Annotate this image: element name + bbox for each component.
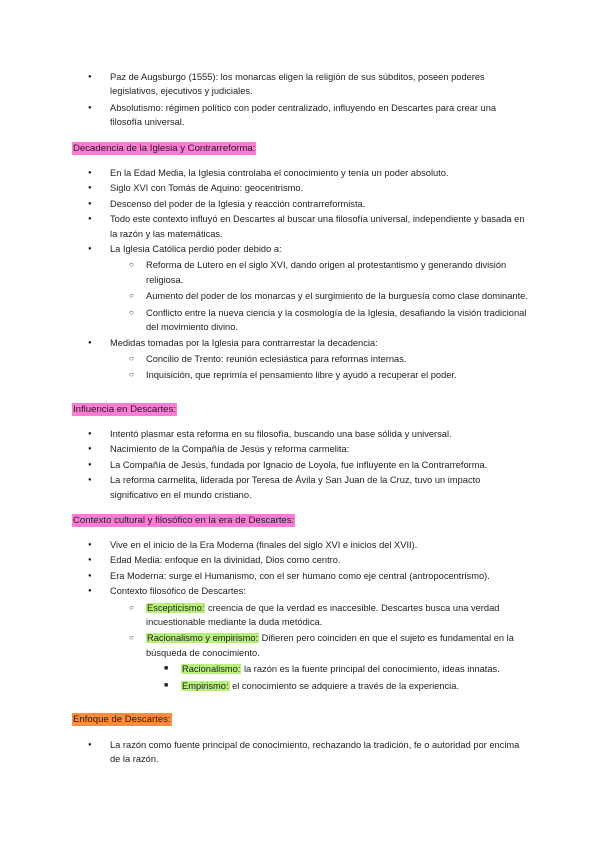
highlight-escepticismo: Escepticismo:	[147, 602, 205, 613]
sub-list-item: ○ Concilio de Trento: reunión eclesiástica para reformas internas.	[0, 352, 530, 366]
list-item: ● Todo este contexto influyó en Descartes al buscar una filosofía universal, independiente y basada en la razón y las matemáticas.	[0, 212, 530, 241]
enfoque-list	[0, 738, 600, 767]
highlight-racionalismo: Racionalismo:	[182, 664, 241, 675]
sub-list-item-racionalismo-empirismo	[0, 631, 530, 660]
list-item: ● Vive en el inicio de la Era Moderna (finales del siglo XVI e inicios del XVII).	[0, 538, 530, 552]
highlight-racionalismo-empirismo: Racionalismo y empirismo:	[147, 633, 259, 644]
section-heading-contexto: Contexto cultural y filosófico en la era de Descartes:	[73, 515, 295, 526]
list-item: ● Intentó plasmar esta reforma en su filosofía, buscando una base sólida y universal.	[0, 427, 530, 441]
list-item: ● La razón como fuente principal de conocimiento, rechazando la tradición, fe o autoridad por encima de la razón.	[0, 738, 530, 767]
sub-list-item: ○ Aumento del poder de los monarcas y el surgimiento de la burguesía como clase dominante.	[0, 289, 530, 303]
empirismo-text: el conocimiento se adquiere a través de la experiencia.	[229, 680, 459, 691]
list-item: ● La Iglesia Católica perdió poder debido a:	[0, 242, 530, 256]
list-item: ● Contexto filosófico de Descartes:	[0, 584, 530, 598]
racionalismo-empirismo-text: Difieren pero coinciden en que el sujeto es fundamental en la búsqueda de conocimiento.	[146, 633, 514, 658]
sub-list-item: ○ Conflicto entre la nueva ciencia y la cosmología de la Iglesia, desafiando la visión tradicional del movimiento divino.	[0, 306, 530, 335]
sub-list-item-escepticismo	[0, 601, 530, 630]
highlight-empirismo: Empirismo:	[182, 680, 229, 691]
contexto-list	[0, 538, 600, 693]
section-heading-influencia: Influencia en Descartes:	[73, 404, 176, 415]
list-item: ● Siglo XVI con Tomás de Aquino: geocentrismo.	[0, 181, 530, 195]
sub-list-item: ○ Inquisición, que reprimía el pensamiento libre y ayudó a recuperar el poder.	[0, 368, 530, 382]
list-item: ● La reforma carmelita, liderada por Teresa de Ávila y San Juan de la Cruz, tuvo un impacto significativo en el mundo cristiano.	[0, 473, 530, 502]
list-item: ● Paz de Augsburgo (1555): los monarcas eligen la religión de sus súbditos, poseen poderes legislativos, ejecutivos y judiciales.	[0, 70, 530, 99]
list-item: ● Nacimiento de la Compañía de Jesús y reforma carmelita:	[0, 442, 530, 456]
section-heading-enfoque: Enfoque de Descartes:	[73, 714, 171, 725]
influencia-list	[0, 427, 600, 502]
list-item: ● En la Edad Media, la Iglesia controlaba el conocimiento y tenía un poder absoluto.	[0, 166, 530, 180]
list-item: ● Era Moderna: surge el Humanismo, con el ser humano como eje central (antropocentrismo).	[0, 569, 530, 583]
list-item: ● La Compañía de Jesús, fundada por Ignacio de Loyola, fue influyente en la Contrarreforma.	[0, 458, 530, 472]
racionalismo-text: la razón es la fuente principal del conocimiento, ideas innatas.	[241, 664, 500, 675]
list-item: ● Absolutismo: régimen político con poder centralizado, influyendo en Descartes para crear una filosofía universal.	[0, 101, 530, 130]
escepticismo-text: creencia de que la verdad es inaccesible. Descartes busca una verdad incuestionable mediante la duda metódica.	[146, 602, 500, 628]
intro-list	[0, 70, 600, 130]
list-item: ● Descenso del poder de la Iglesia y reacción contrarreformista.	[0, 197, 530, 211]
sub-sub-list-item-racionalismo	[0, 662, 510, 676]
section-heading-decadencia: Decadencia de la Iglesia y Contrarreforma:	[73, 143, 256, 154]
decadencia-list	[0, 166, 600, 383]
sub-list-item: ○ Reforma de Lutero en el siglo XVI, dando origen al protestantismo y generando división religiosa.	[0, 258, 530, 287]
list-item: ● Edad Media: enfoque en la divinidad, Dios como centro.	[0, 553, 530, 567]
list-item: ● Medidas tomadas por la Iglesia para contrarrestar la decadencia:	[0, 336, 530, 350]
sub-sub-list-item-empirismo	[0, 679, 510, 693]
